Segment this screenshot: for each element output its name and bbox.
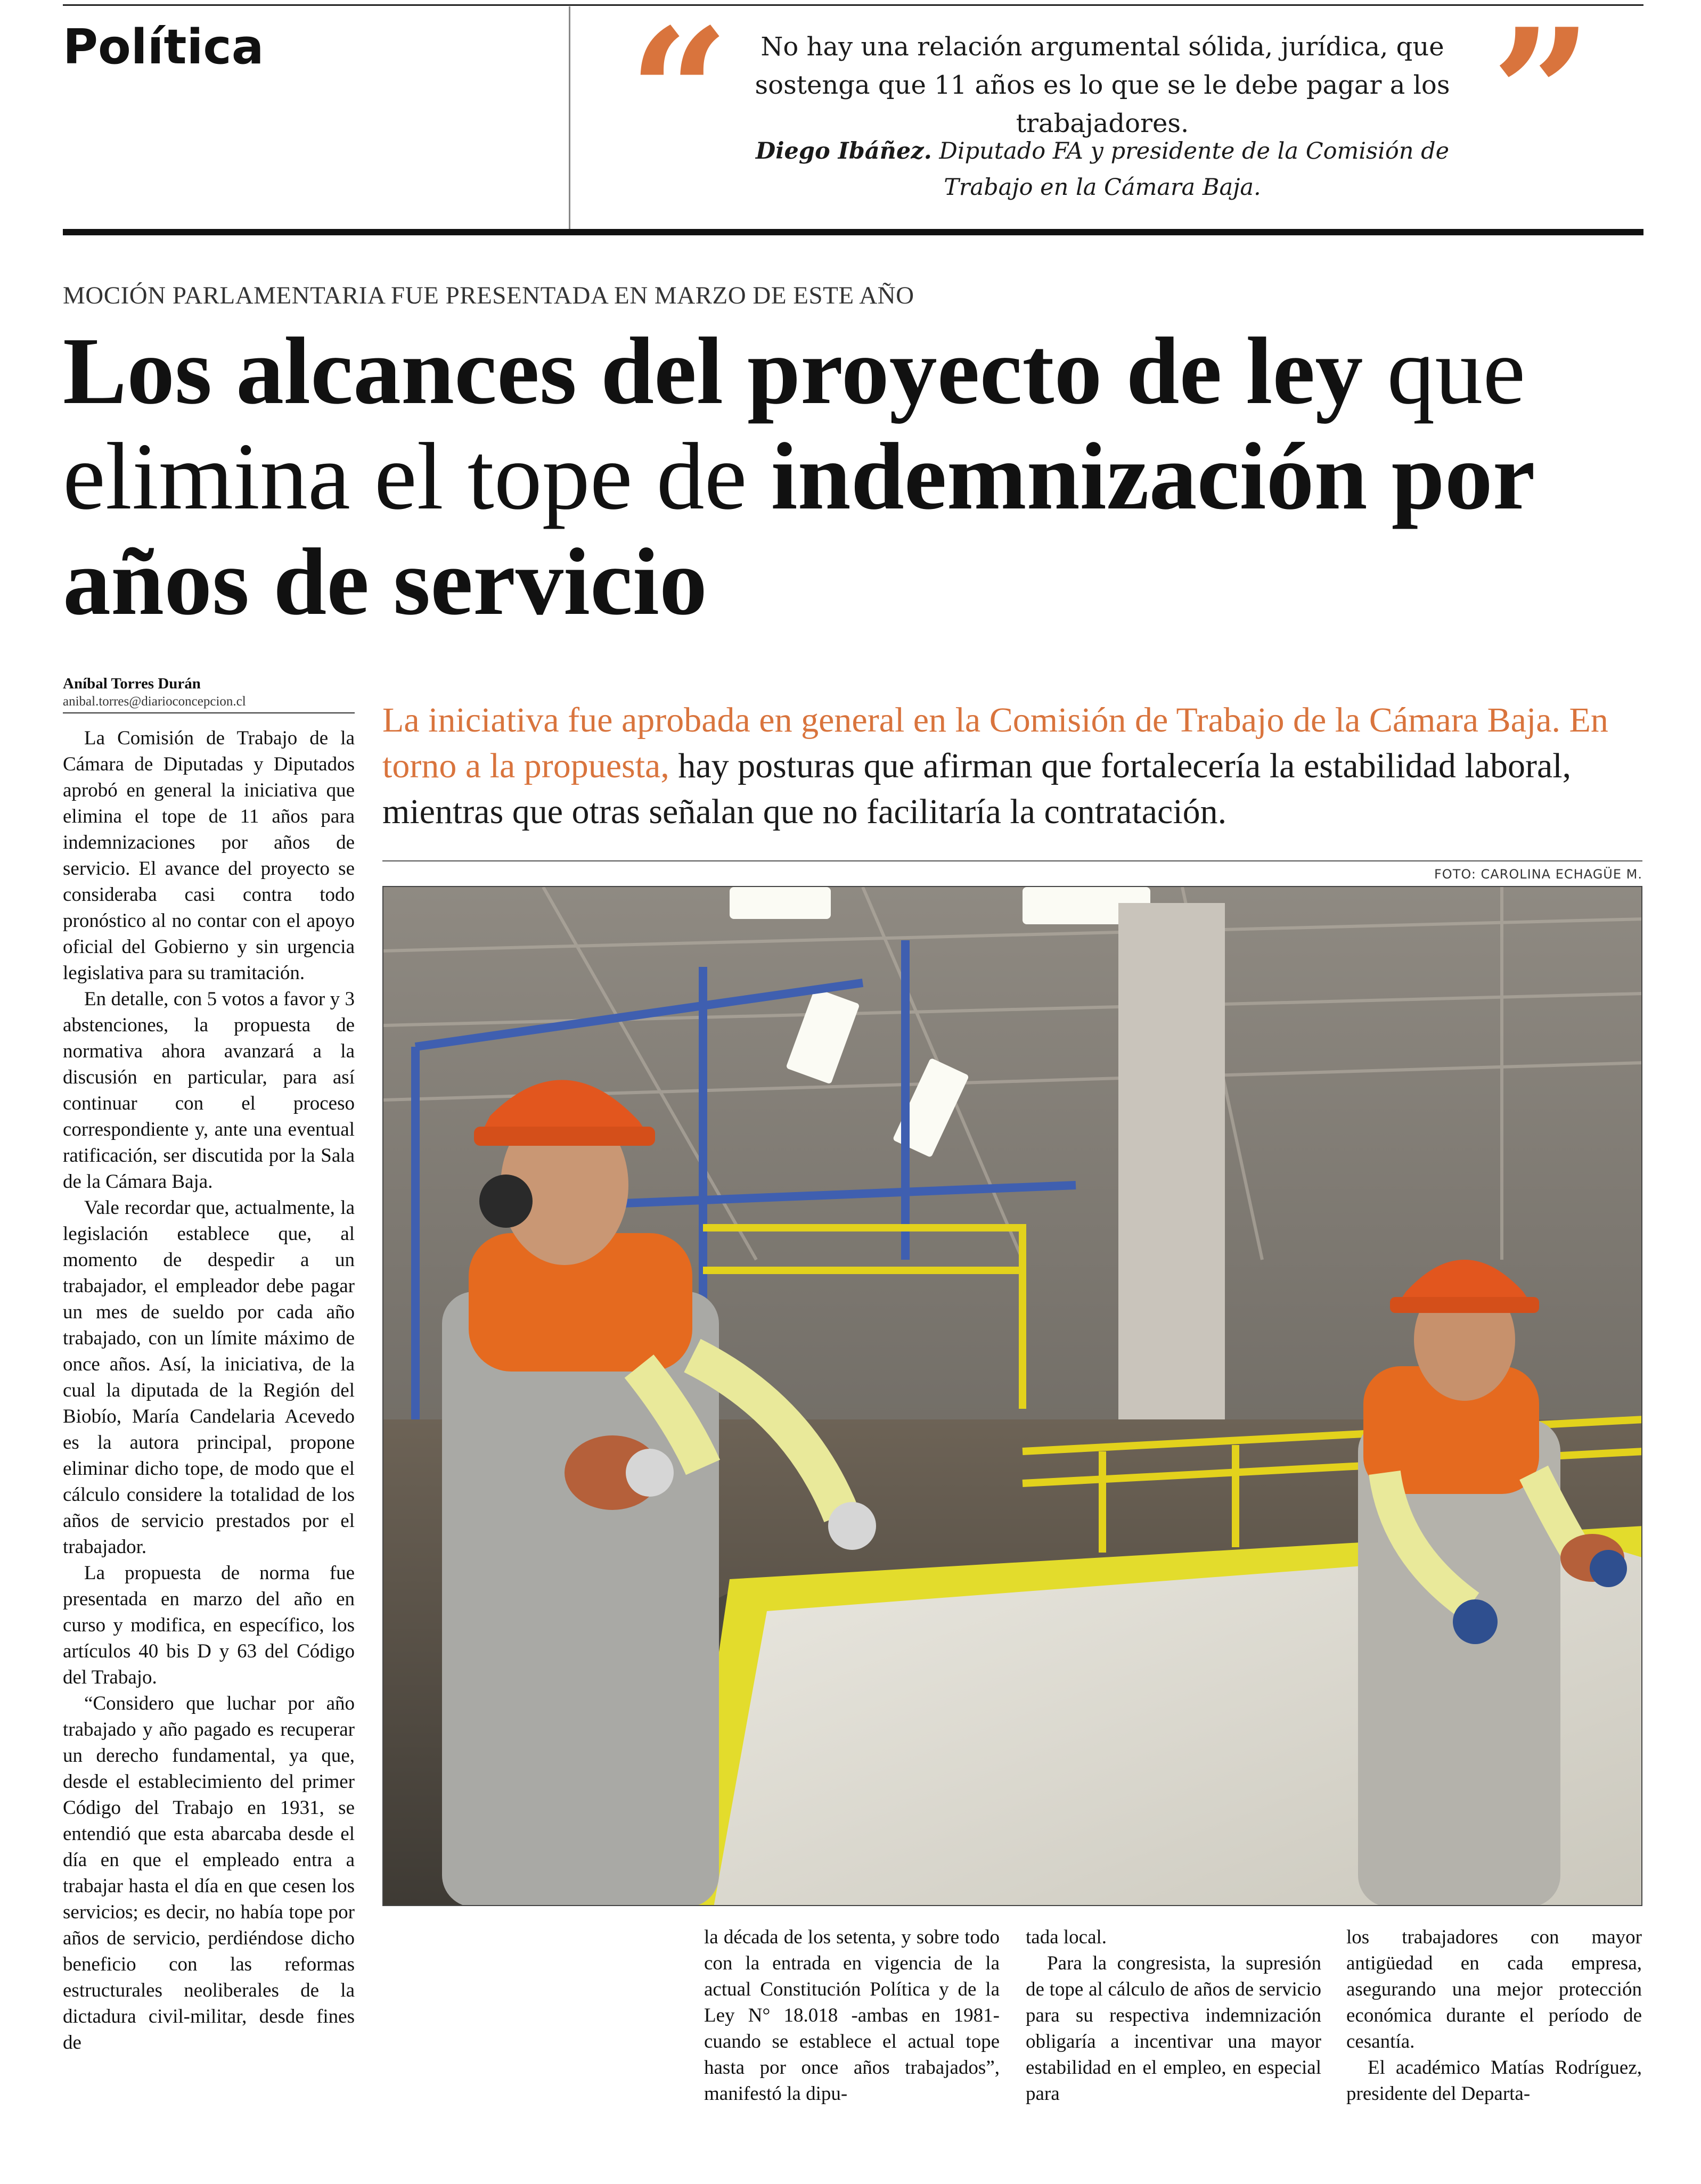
deck-rule <box>382 860 1642 861</box>
headline-part-1: Los alcances del proyecto de ley <box>63 318 1363 424</box>
headline-part-2: que elimina el tope de <box>63 318 1526 529</box>
paragraph: En detalle, con 5 votos a favor y 3 abstenciones, la propuesta de normativa ahora avanzará a la discusión en particular, para así continuar con el proceso correspondiente y, ante una eventual ratificación, ser discutida por la Sala de la Cámara Baja. <box>63 988 355 1193</box>
paragraph: “Considero que luchar por año trabajado y año pagado es recuperar un derecho fundamental, ya que, desde el establecimiento del primer Código del Trabajo en 1931, se entendió que esta abarcaba desde el día en que el empleado entra a trabajar hasta el día en que cesen los servicios; es decir, no había tope por años de servicio, perdiéndose dicho beneficio con las reformas estructurales neoliberales de la dictadura civil-militar, desde fines de <box>63 1693 355 2054</box>
close-quote-icon: ” <box>1491 0 1592 196</box>
paragraph: La Comisión de Trabajo de la Cámara de Diputadas y Diputados aprobó en general la iniciativa que elimina el tope de 11 años para indemnizaciones por años de servicio. El avance del proyecto se consideraba casi contra todo pronóstico al no contar con el apoyo oficial del Gobierno y sin urgencia legislativa para su tramitación. <box>63 727 355 984</box>
header-divider <box>569 6 570 230</box>
paragraph: la década de los setenta, y sobre todo con la entrada en vigencia de la actual Constitución Política y de la Ley N° 18.018 -ambas en 1981- cuando se establece el actual tope hasta por once años trabajados”, manifestó la dipu- <box>704 1926 1000 2105</box>
factory-workers-illustration <box>383 887 1642 1906</box>
quote-author-name: Diego Ibáñez. <box>755 138 932 165</box>
body-column-2 <box>704 1924 1000 2107</box>
open-quote-icon: “ <box>628 0 730 196</box>
paragraph: los trabajadores con mayor antigüedad en cada empresa, asegurando una mejor protección económica durante el período de cesantía. <box>1346 1926 1642 2052</box>
pull-quote: No hay una relación argumental sólida, jurídica, que sostenga que 11 años es lo que se le debe pagar a los trabajadores. <box>755 32 1450 138</box>
paragraph: tada local. <box>1026 1926 1107 1948</box>
headline <box>63 318 1655 635</box>
author-email: anibal.torres@diarioconcepcion.cl <box>63 694 246 709</box>
paragraph: Vale recordar que, actualmente, la legislación establece que, al momento de despedir a un trabajador, el empleador debe pagar un mes de sueldo por cada año trabajado, con un límite máximo de once años. Así, la iniciativa, de la cual la diputada de la Región del Biobío, María Candelaria Acevedo es la autora principal, propone eliminar dicho tope, de modo que el cálculo considere la totalidad de los años de servicio prestados por el trabajador. <box>63 1197 355 1558</box>
deck-rest: hay posturas que afirman que fortalecería la estabilidad laboral, mientras que otras señalan que no facilitaría la contratación. <box>382 746 1572 831</box>
body-column-4 <box>1346 1924 1642 2107</box>
kicker: MOCIÓN PARLAMENTARIA FUE PRESENTADA EN MARZO DE ESTE AÑO <box>63 282 914 309</box>
body-column-3 <box>1026 1924 1321 2107</box>
deck-accent: La iniciativa fue aprobada en general en la Comisión de Trabajo de la Cámara Baja. En torno a la propuesta, <box>382 701 1608 785</box>
quote-author-role: Diputado FA y presidente de la Comisión de Trabajo en la Cámara Baja. <box>939 138 1450 201</box>
byline-rule <box>63 712 355 713</box>
deck <box>382 697 1639 835</box>
paragraph: El académico Matías Rodríguez, presidente del Departa- <box>1346 2057 1642 2105</box>
section-label: Política <box>63 19 264 75</box>
top-rule <box>63 4 1643 6</box>
paragraph: Para la congresista, la supresión de tope al cálculo de años de servicio para su respectiva indemnización obligaría a incentivar una mayor estabilidad en el empleo, en especial para <box>1026 1952 1321 2105</box>
headline-part-3: indemnización por años de servicio <box>63 423 1534 635</box>
byline: Aníbal Torres Durán <box>63 675 201 692</box>
quote-attribution <box>724 133 1481 206</box>
photo-credit: FOTO: CAROLINA ECHAGÜE M. <box>1434 867 1642 882</box>
body-column-1 <box>63 725 355 2056</box>
header-rule <box>63 229 1643 235</box>
article-photo <box>382 886 1642 1906</box>
paragraph: La propuesta de norma fue presentada en marzo del año en curso y modifica, en específico, los artículos 40 bis D y 63 del Código del Trabajo. <box>63 1562 355 1688</box>
